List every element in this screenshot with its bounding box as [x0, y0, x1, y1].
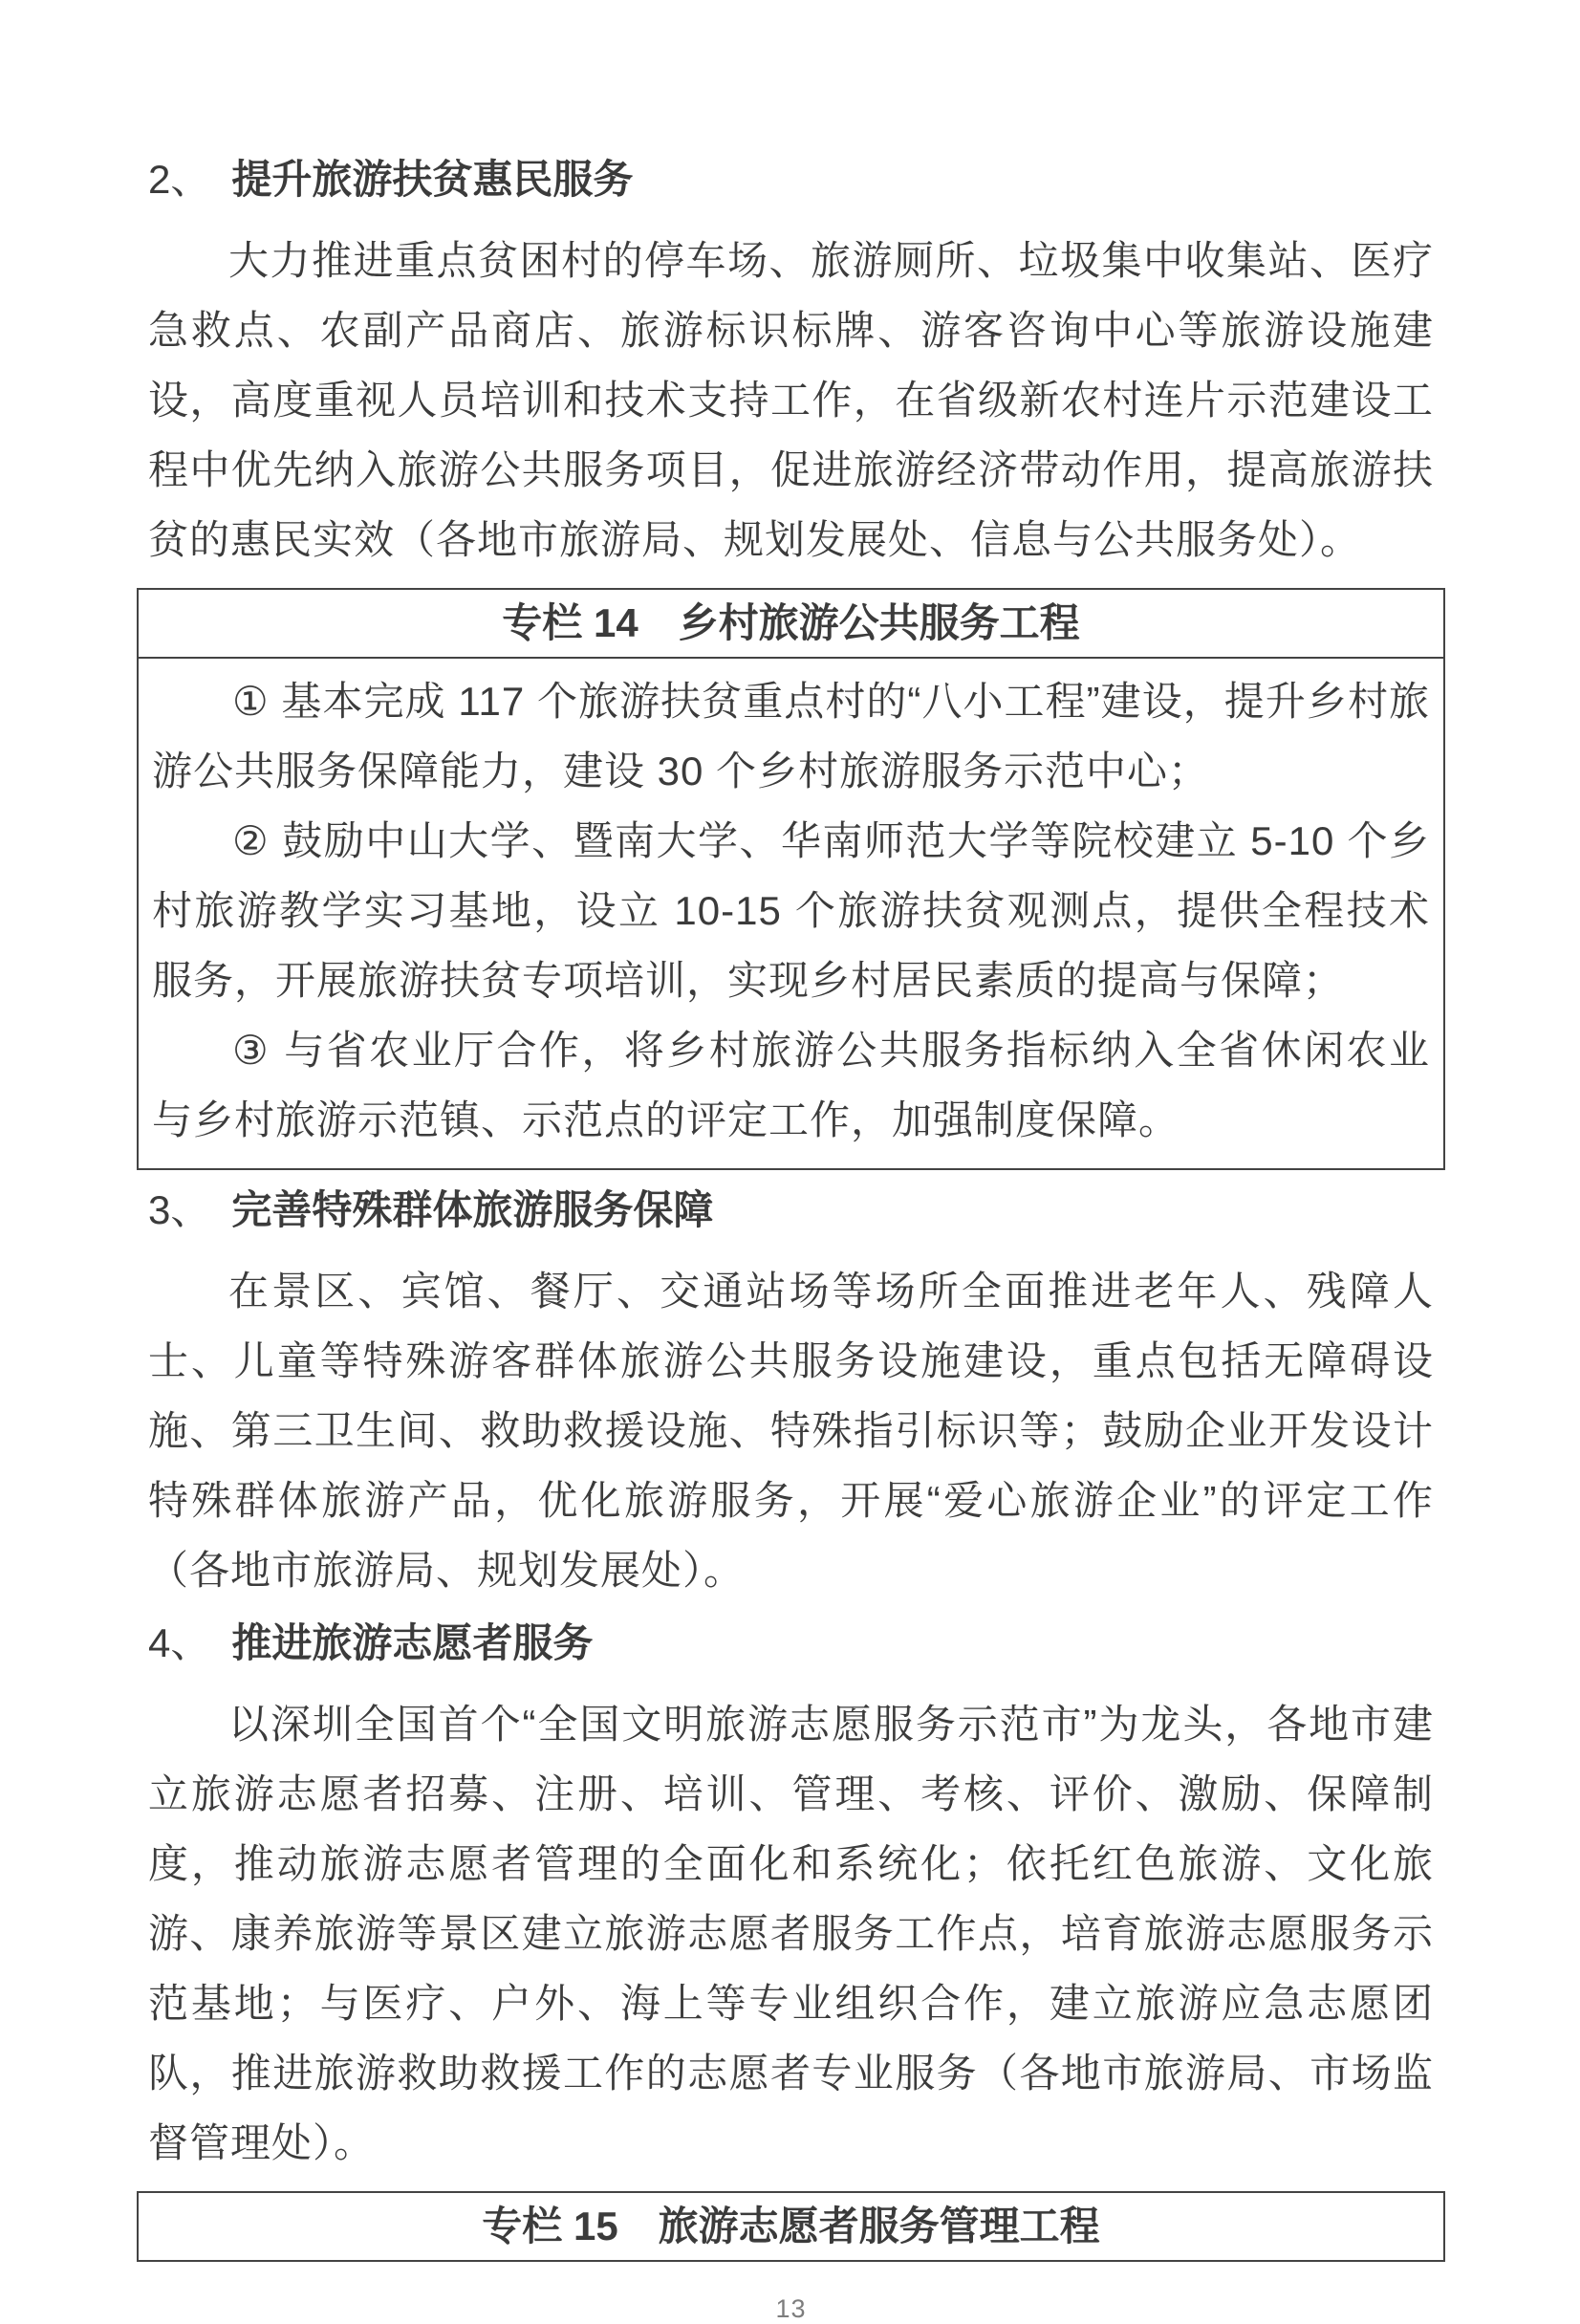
callout-box-14	[137, 588, 1445, 1170]
section-title: 完善特殊群体旅游服务保障	[231, 1187, 714, 1232]
section-title: 推进旅游志愿者服务	[231, 1620, 594, 1665]
section-title: 提升旅游扶贫惠民服务	[231, 157, 634, 202]
callout-item-1: ① 基本完成 117 个旅游扶贫重点村的“八小工程”建设，提升乡村旅游公共服务保障能力，建设 30 个乡村旅游服务示范中心；	[152, 679, 1430, 793]
section-heading-4	[148, 1618, 1434, 1668]
callout-box-15-title: 专栏 15 旅游志愿者服务管理工程	[482, 2204, 1100, 2248]
callout-item-3: ③ 与省农业厅合作，将乡村旅游公共服务指标纳入全省休闲农业与乡村旅游示范镇、示范点的评定工作，加强制度保障。	[152, 1028, 1430, 1142]
section-heading-3	[148, 1185, 1434, 1235]
section-number: 2、	[148, 157, 211, 202]
page-number: 13	[775, 2294, 807, 2323]
callout-box-14-body	[139, 659, 1443, 1168]
section-number: 3、	[148, 1187, 211, 1232]
callout-item-2: ② 鼓励中山大学、暨南大学、华南师范大学等院校建立 5-10 个乡村旅游教学实习基地，设立 10-15 个旅游扶贫观测点，提供全程技术服务，开展旅游扶贫专项培训，实现乡村居民素质的提高与保障；	[152, 818, 1430, 1003]
section-number: 4、	[148, 1620, 211, 1665]
callout-box-15	[137, 2191, 1445, 2262]
paragraph-section-2: 大力推进重点贫困村的停车场、旅游厕所、垃圾集中收集站、医疗急救点、农副产品商店、旅游标识标牌、游客咨询中心等旅游设施建设，高度重视人员培训和技术支持工作，在省级新农村连片示范建设工程中优先纳入旅游公共服务项目，促进旅游经济带动作用，提高旅游扶贫的惠民实效（各地市旅游局、规划发展处、信息与公共服务处）。	[148, 238, 1434, 562]
section-heading-2	[148, 155, 1434, 205]
callout-box-14-title: 专栏 14 乡村旅游公共服务工程	[139, 590, 1443, 659]
paragraph-section-4: 以深圳全国首个“全国文明旅游志愿服务示范市”为龙头，各地市建立旅游志愿者招募、注册、培训、管理、考核、评价、激励、保障制度，推动旅游志愿者管理的全面化和系统化；依托红色旅游、文化旅游、康养旅游等景区建立旅游志愿者服务工作点，培育旅游志愿服务示范基地；与医疗、户外、海上等专业组织合作，建立旅游应急志愿团队，推进旅游救助救援工作的志愿者专业服务（各地市旅游局、市场监督管理处）。	[148, 1702, 1434, 2165]
paragraph-section-3: 在景区、宾馆、餐厅、交通站场等场所全面推进老年人、残障人士、儿童等特殊游客群体旅游公共服务设施建设，重点包括无障碍设施、第三卫生间、救助救援设施、特殊指引标识等；鼓励企业开发设计特殊群体旅游产品，优化旅游服务，开展“爱心旅游企业”的评定工作（各地市旅游局、规划发展处）。	[148, 1269, 1434, 1593]
